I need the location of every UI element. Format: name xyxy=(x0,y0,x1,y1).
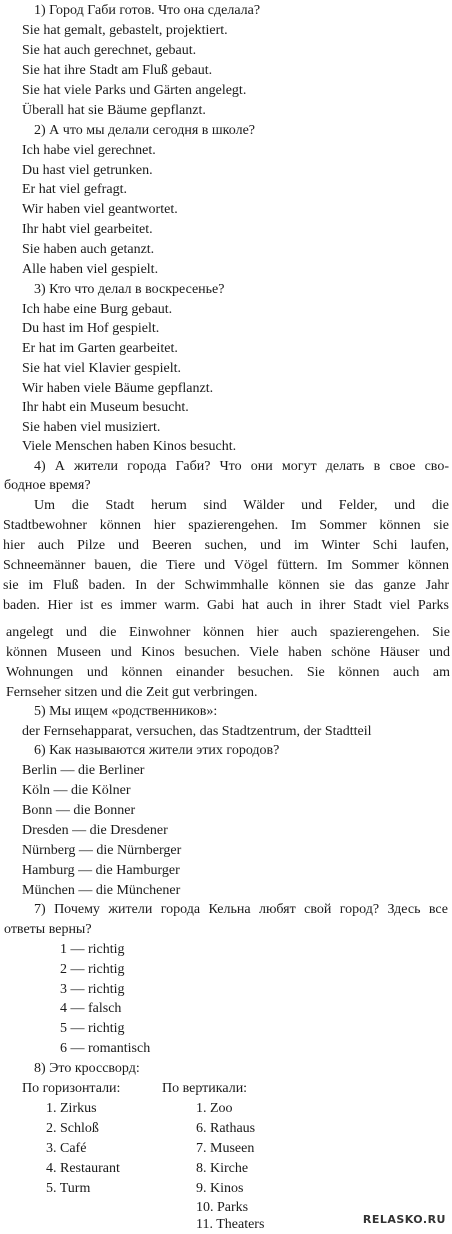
section7-heading-line-1: 7) Почему жители города Кельна любят свой город? Здесь все xyxy=(34,902,448,917)
section8-heading: 8) Это кроссворд: xyxy=(34,1061,140,1076)
section4-para2-line-1: angelegt und die Einwohner können hier auch spazierengehen. Sie xyxy=(6,625,450,640)
crossword-vertical-4: 8. Kirche xyxy=(196,1161,249,1176)
section6-line-4: Dresden — die Dresdener xyxy=(22,823,168,838)
section2-heading: 2) А что мы делали сегодня в школе? xyxy=(34,123,256,138)
section1-line-1: Sie hat gemalt, gebastelt, projektiert. xyxy=(22,23,228,38)
crossword-vertical-5: 9. Kinos xyxy=(196,1181,244,1196)
section2-line-2: Du hast viel getrunken. xyxy=(22,163,153,178)
section4-para2-line-3: Wohnungen und können einander besuchen. Sie können auch am xyxy=(6,665,450,680)
section2-line-6: Sie haben auch getanzt. xyxy=(22,242,155,257)
crossword-horizontal-4: 4. Restaurant xyxy=(46,1161,120,1176)
section3-line-6: Ihr habt ein Museum besucht. xyxy=(22,400,189,415)
section4-para1-line-2: Stadtbewohner können hier spazierengehen. Im Sommer können sie xyxy=(3,518,449,533)
section6-heading: 6) Как называются жители этих городов? xyxy=(34,743,280,758)
crossword-horizontal-2: 2. Schloß xyxy=(46,1121,99,1136)
section4-para1-line-6: baden. Hier ist es immer warm. Gabi hat auch in ihrer Stadt viel Parks xyxy=(3,598,449,613)
crossword-vertical-1: 1. Zoo xyxy=(196,1101,233,1116)
section2-line-3: Er hat viel gefragt. xyxy=(22,182,127,197)
section1-heading: 1) Город Габи готов. Что она сделала? xyxy=(34,3,261,18)
section6-line-3: Bonn — die Bonner xyxy=(22,803,136,818)
section3-line-7: Sie haben viel musiziert. xyxy=(22,420,161,435)
section7-heading-line-2: ответы верны? xyxy=(4,922,92,937)
crossword-vertical-2: 6. Rathaus xyxy=(196,1121,256,1136)
section4-para2-line-4: Fernseher sitzen und die Zeit gut verbringen. xyxy=(6,685,258,700)
section2-line-1: Ich habe viel gerechnet. xyxy=(22,143,156,158)
section7-answer-1: 1 — richtig xyxy=(60,942,125,957)
section1-line-4: Sie hat viele Parks und Gärten angelegt. xyxy=(22,83,247,98)
section2-line-4: Wir haben viel geantwortet. xyxy=(22,202,178,217)
section5-heading: 5) Мы ищем «родственников»: xyxy=(34,704,218,719)
crossword-horizontal-1: 1. Zirkus xyxy=(46,1101,97,1116)
section3-line-4: Sie hat viel Klavier gespielt. xyxy=(22,361,182,376)
section4-heading-line-1: 4) А жители города Габи? Что они могут делать в свое сво- xyxy=(34,459,449,474)
crossword-vertical-7: 11. Theaters xyxy=(196,1217,265,1232)
section3-line-1: Ich habe eine Burg gebaut. xyxy=(22,302,173,317)
section6-line-6: Hamburg — die Hamburger xyxy=(22,863,180,878)
section3-heading: 3) Кто что делал в воскресенье? xyxy=(34,282,225,297)
section3-line-3: Er hat im Garten gearbeitet. xyxy=(22,341,178,356)
crossword-vertical-label: По вертикали: xyxy=(162,1081,248,1096)
section7-answer-3: 3 — richtig xyxy=(60,982,125,997)
section5-line: der Fernsehapparat, versuchen, das Stadtzentrum, der Stadtteil xyxy=(22,724,372,739)
section7-answer-5: 5 — richtig xyxy=(60,1021,125,1036)
section3-line-5: Wir haben viele Bäume gepflanzt. xyxy=(22,381,214,396)
crossword-horizontal-5: 5. Turm xyxy=(46,1181,91,1196)
watermark: RELASKO.RU xyxy=(362,1213,446,1226)
crossword-horizontal-label: По горизонтали: xyxy=(22,1081,121,1096)
section7-answer-2: 2 — richtig xyxy=(60,962,125,977)
section3-line-8: Viele Menschen haben Kinos besucht. xyxy=(22,439,237,454)
section1-line-2: Sie hat auch gerechnet, gebaut. xyxy=(22,43,197,58)
section4-para1-line-5: sie im Fluß baden. In der Schwimmhalle können sie das ganze Jahr xyxy=(3,578,449,593)
crossword-vertical-6: 10. Parks xyxy=(196,1200,249,1215)
section4-para2-line-2: können Museen und Kinos besuchen. Viele haben schöne Häuser und xyxy=(6,645,450,660)
section2-line-5: Ihr habt viel gearbeitet. xyxy=(22,222,153,237)
section1-line-3: Sie hat ihre Stadt am Fluß gebaut. xyxy=(22,63,213,78)
section4-para1-line-1: Um die Stadt herum sind Wälder und Felder, und die xyxy=(34,498,449,513)
section3-line-2: Du hast im Hof gespielt. xyxy=(22,321,160,336)
section6-line-1: Berlin — die Berliner xyxy=(22,763,145,778)
section2-line-7: Alle haben viel gespielt. xyxy=(22,262,159,277)
crossword-vertical-3: 7. Museen xyxy=(196,1141,255,1156)
section6-line-5: Nürnberg — die Nürnberger xyxy=(22,843,182,858)
section4-heading-line-2: бодное время? xyxy=(4,478,91,493)
section4-para1-line-3: hier auch Pilze und Beeren suchen, und im Winter Schi laufen, xyxy=(3,538,449,553)
section1-line-5: Überall hat sie Bäume gepflanzt. xyxy=(22,103,206,118)
section6-line-2: Köln — die Kölner xyxy=(22,783,131,798)
section7-answer-4: 4 — falsch xyxy=(60,1001,122,1016)
section4-para1-line-4: Schneemänner bauen, die Tiere und Vögel füttern. Im Sommer können xyxy=(3,558,449,573)
crossword-horizontal-3: 3. Café xyxy=(46,1141,87,1156)
section6-line-7: München — die Münchener xyxy=(22,883,181,898)
section7-answer-6: 6 — romantisch xyxy=(60,1041,151,1056)
